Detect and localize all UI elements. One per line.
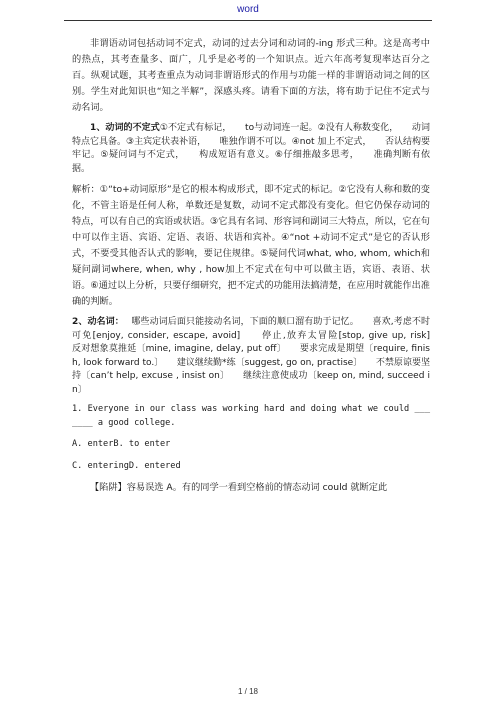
document-body — [72, 36, 449, 502]
page-number: 1 / 18 — [237, 687, 258, 696]
page-header-title: word — [237, 4, 259, 15]
question-options-ab: A. enterB. to enter — [72, 439, 171, 449]
gerund-section — [72, 316, 449, 397]
header-divider — [64, 20, 432, 21]
infinitive-rhyme: ①不定式有标记， to与动词连一起。②没有人称数变化， 动词特点它具备。③主宾定状表补语， 唯独作谓不可以。④not 加上不定式， 否认结构要牢记。⑤疑问词与不定式， 构成短语有意义。⑥仔细推敲多思考， 准确判断有依据。 — [72, 123, 430, 174]
analysis-paragraph: 解析：①“to+动词原形”是它的根本构成形式，即不定式的标记。②它没有人称和数的变化，不管主语是任何人称，单数还是复数，动词不定式都没有变化。但它仍保存动词的特点，可以有自己的宾语或状语。③它具有名词、形容词和副词三大特点，所以，它在句中可以作主语、宾语、定语、表语、状语和宾补。④“not +动词不定式”是它的否认形式，不要受其他否认式的影响，要记住规律。⑤疑问代词what, who, whom, which和疑问副词where, when, why , how加上不定式在句中可以做主语，宾语、表语、状语。⑥通过以上分析，只要仔细研究，把不定式的功能用法搞清楚，在应用时就能作出准确的判断。 — [72, 184, 430, 307]
infinitive-heading: 1、动词的不定式 — [90, 123, 160, 133]
question-stem: 1. Everyone in our class was working hard and doing what we could _______ a good college. — [72, 404, 430, 428]
trap-note: 【陷阱】容易误选 A。有的同学一看到空格前的情态动词 could 就断定此 — [90, 482, 388, 493]
gerund-heading: 2、动名词： — [72, 317, 120, 327]
question-options-cd: C. enteringD. entered — [72, 461, 181, 471]
infinitive-section — [72, 122, 430, 176]
gerund-rhyme: 哪些动词后面只能接动名词，下面的顺口溜有助于记忆。 喜欢,考虑不时可免[enjoy, consider, escape, avoid] 停止,放弃太冒险[stop, give up, risk] 反对想象莫推延〔mine, imagine, delay, put off〕 要求完成是期望〔require, finish, look forward to.〕 建议继续勤*练〔suggest, go on, practise〕 不禁原谅要坚持〔can’t help, excuse , insist on〕 继续注意使成功〔keep on, mind, succeed in〕 — [72, 317, 449, 395]
intro-paragraph: 非谓语动词包括动词不定式，动词的过去分词和动词的-ing 形式三种。这是高考中的热点，其考查量多、面广，几乎是必考的一个知识点。近六年高考复现率达百分之百。纵观试题，其考查重点为动词非谓语形式的作用与功能一样的非谓语动词之间的区别。学生对此知识也“知之半解”，深感头疼。请看下面的方法，将有助于记住不定式与动名词。 — [72, 38, 430, 113]
